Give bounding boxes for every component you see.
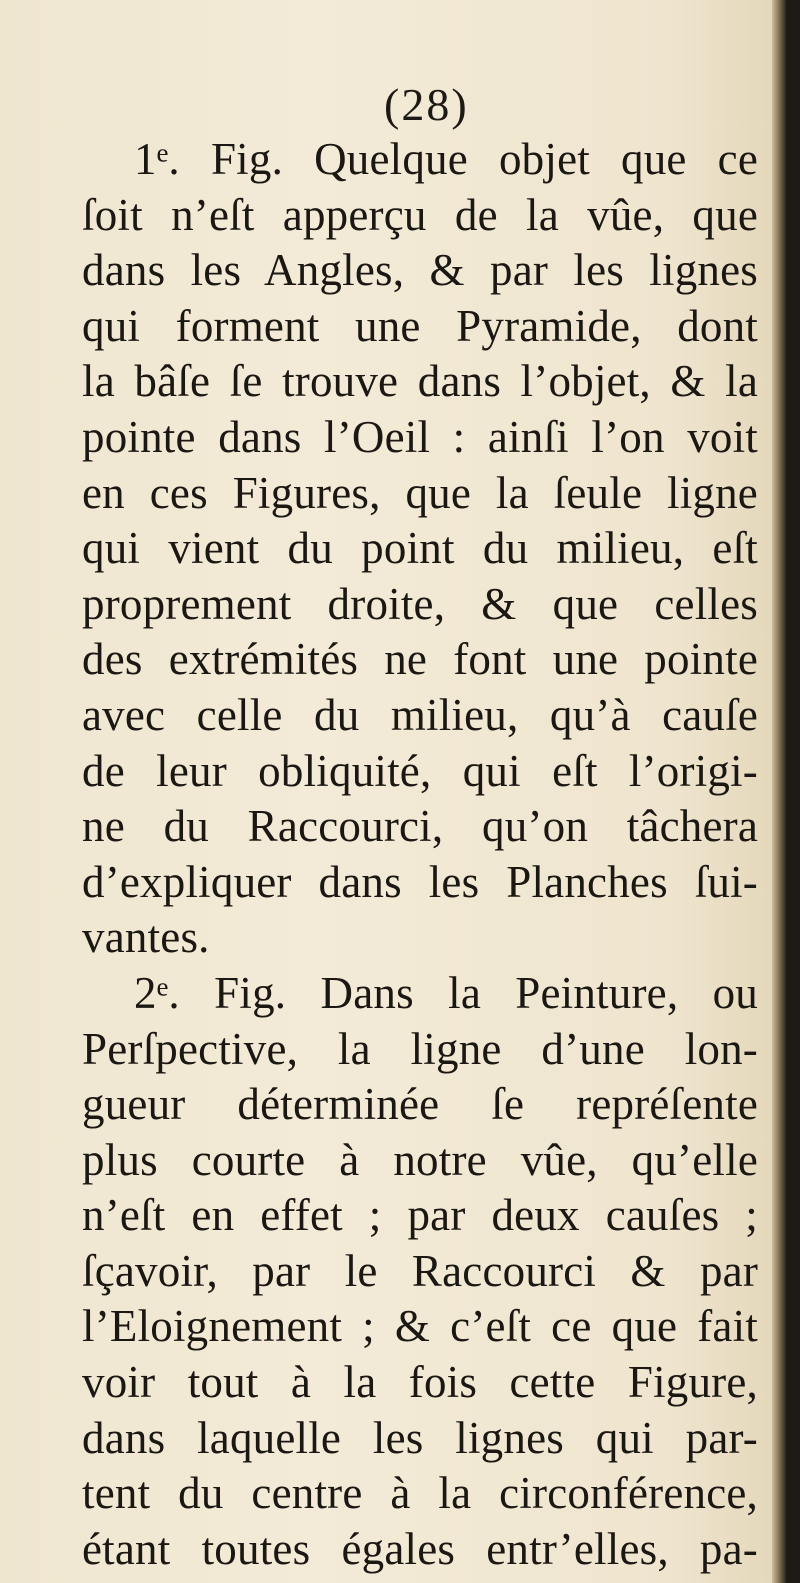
text-line: d’expliquer dans les Planches ſui- bbox=[82, 856, 758, 907]
text-line: dans les Angles, & par les lignes bbox=[82, 245, 758, 296]
text-line: l’Eloignement ; & c’eſt ce que fait bbox=[82, 1301, 758, 1352]
text-line: vantes. bbox=[82, 912, 210, 963]
text-line: avec celle du milieu, qu’à cauſe bbox=[82, 689, 758, 740]
text-line: gueur déterminée ſe repréſente bbox=[82, 1079, 758, 1130]
text-line: des extrémités ne font une pointe bbox=[82, 634, 758, 685]
page-edge-shadow bbox=[772, 0, 786, 1583]
text-line: ſoit n’eſt apperçu de la vûe, que bbox=[82, 189, 758, 240]
text-line: pointe dans l’Oeil : ainſi l’on voit bbox=[82, 411, 758, 462]
text-line: dans laquelle les lignes qui par- bbox=[82, 1412, 758, 1463]
text-line: proprement droite, & que celles bbox=[82, 578, 758, 629]
text-line: étant toutes égales entr’elles, pa- bbox=[82, 1523, 758, 1574]
text-line: 2ᵉ. Fig. Dans la Peinture, ou bbox=[134, 967, 758, 1018]
text-line: tent du centre à la circonférence, bbox=[82, 1468, 758, 1519]
text-line: qui forment une Pyramide, dont bbox=[82, 300, 758, 351]
text-line: 1ᵉ. Fig. Quelque objet que ce bbox=[134, 134, 758, 184]
text-line: ſçavoir, par le Raccourci & par bbox=[82, 1245, 758, 1296]
body-text bbox=[82, 132, 758, 1577]
text-line: qui vient du point du milieu, eſt bbox=[82, 523, 758, 574]
text-line: en ces Figures, que la ſeule ligne bbox=[82, 467, 758, 518]
book-edge bbox=[786, 0, 800, 1583]
text-line: voir tout à la fois cette Figure, bbox=[82, 1357, 758, 1408]
text-line: de leur obliquité, qui eſt l’origi- bbox=[82, 745, 758, 796]
text-line: ne du Raccourci, qu’on tâchera bbox=[82, 801, 758, 852]
text-line: plus courte à notre vûe, qu’elle bbox=[82, 1134, 758, 1185]
text-line: la bâſe ſe trouve dans l’objet, & la bbox=[82, 356, 758, 407]
text-line: n’eſt en effet ; par deux cauſes ; bbox=[82, 1190, 758, 1241]
text-line: Perſpective, la ligne d’une lon- bbox=[82, 1023, 758, 1074]
page-number: (28) bbox=[384, 79, 469, 130]
